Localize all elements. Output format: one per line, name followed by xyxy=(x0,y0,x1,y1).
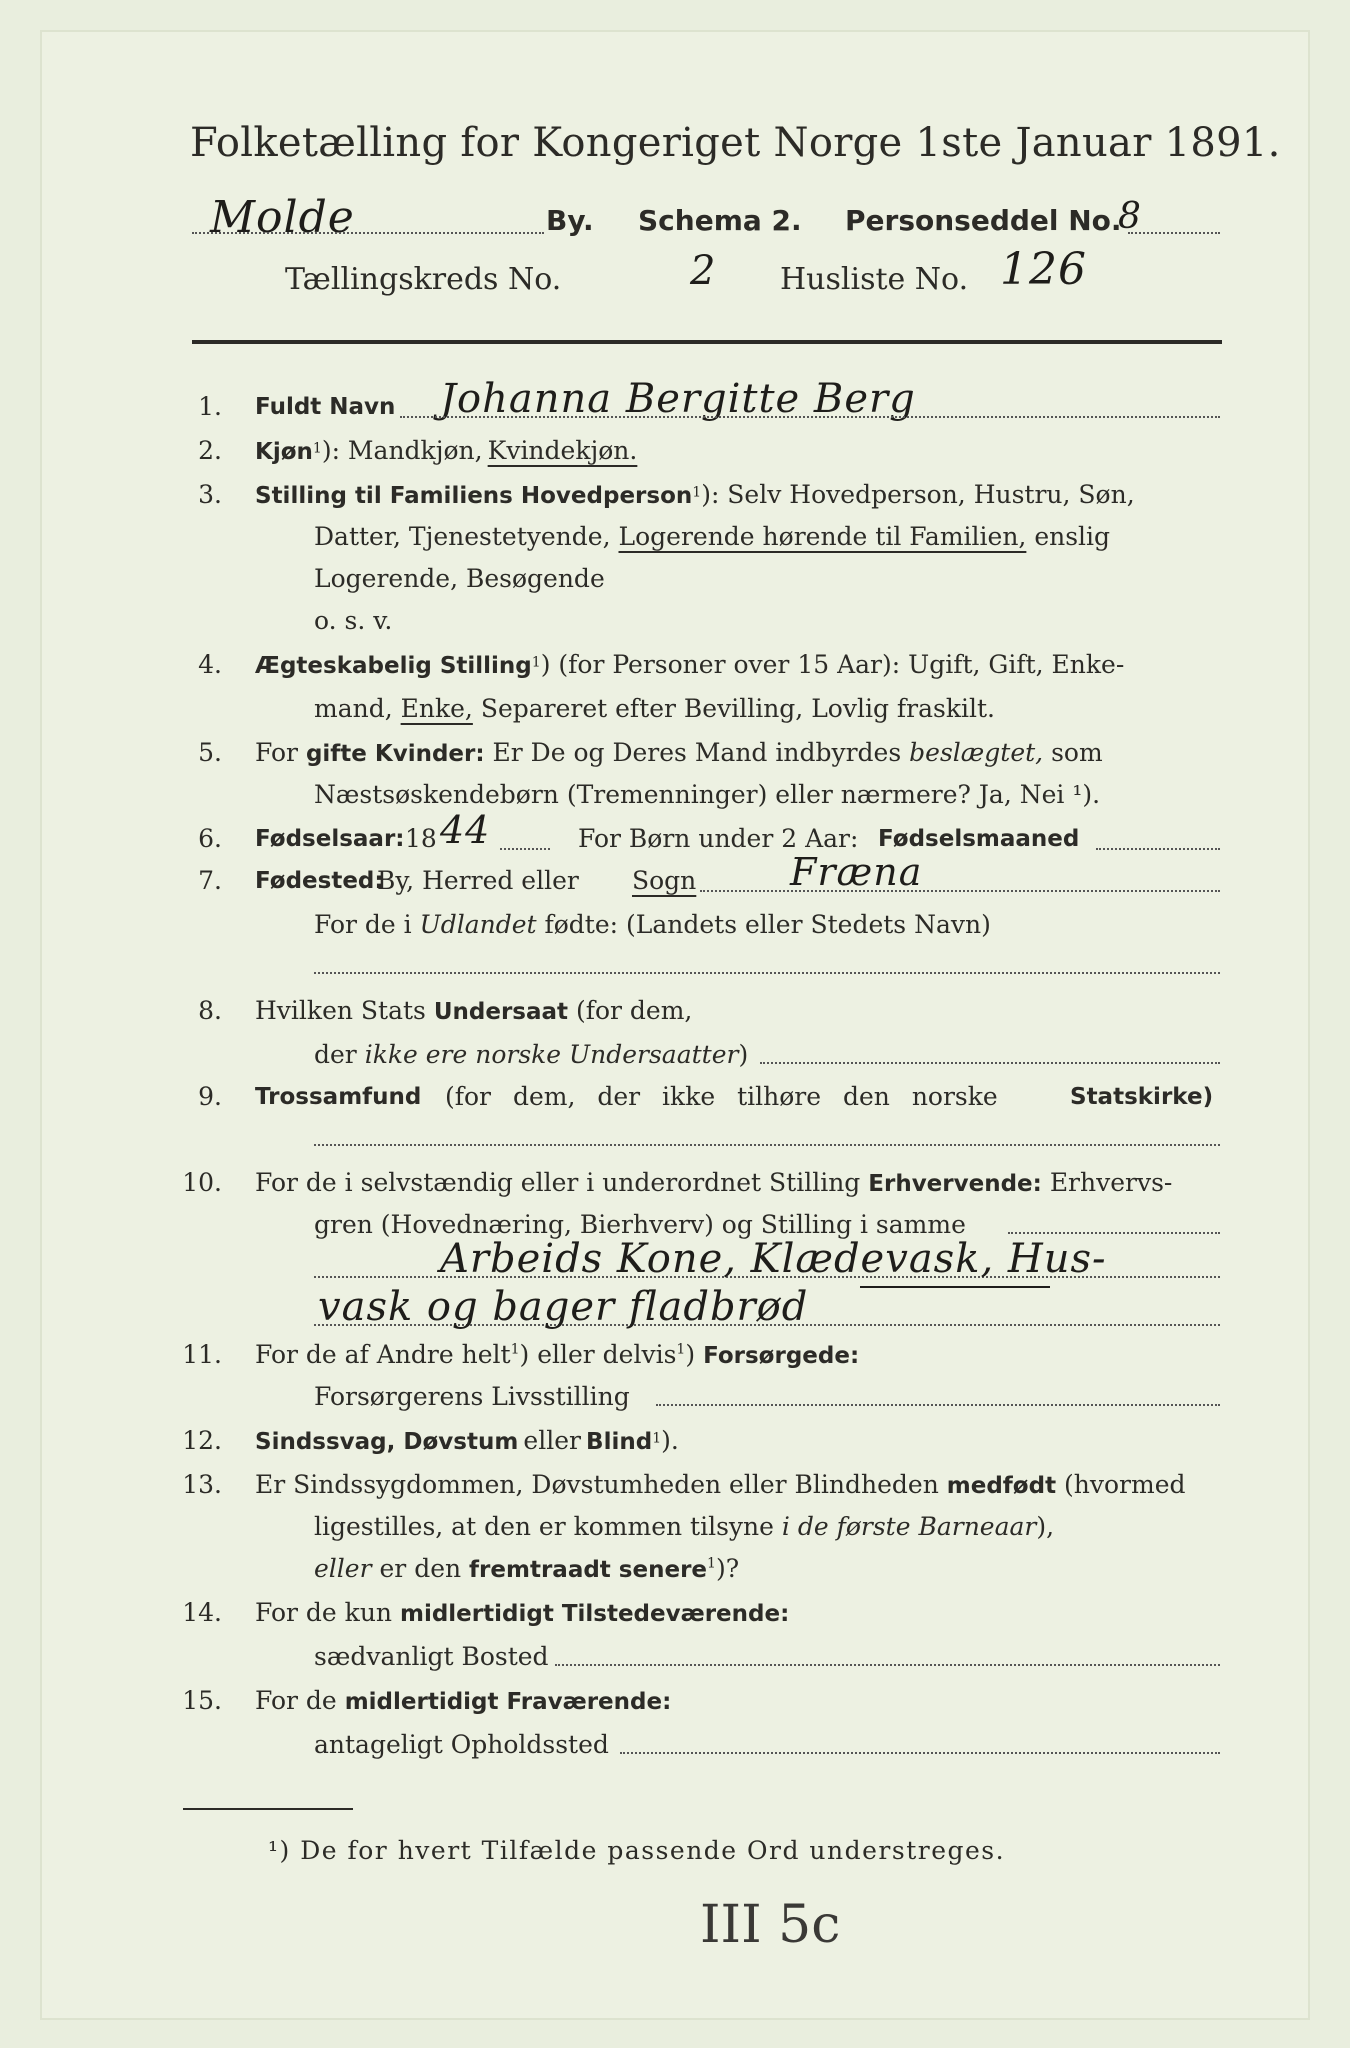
item-3-label: Stilling til Familiens Hovedperson xyxy=(255,483,693,509)
husliste-number: 126 xyxy=(1000,244,1087,295)
item-5-number: 5. xyxy=(198,738,222,767)
personseddel-number: 8 xyxy=(1118,196,1142,237)
item-3-text-2a: Datter, Tjenestetyende, xyxy=(314,522,611,551)
item-7-text-2-italic: Udlandet xyxy=(419,910,537,939)
item-10-text-a: For de i selvstændig eller i underordnet Stilling xyxy=(255,1168,861,1197)
footnote: ¹) De for hvert Tilfælde passende Ord understreges. xyxy=(268,1836,1006,1865)
item-13-text-2a: ligestilles, at den er kommen tilsyne xyxy=(314,1512,774,1541)
item-13-line-3: eller er den fremtraadt senere$^1$)? xyxy=(314,1554,740,1583)
item-6-label-2: Fødselsmaaned xyxy=(878,826,1080,852)
item-11-number: 11. xyxy=(182,1340,222,1369)
item-7-number: 7. xyxy=(198,866,222,895)
item-11-dotted-line xyxy=(656,1404,1220,1406)
item-10-handwritten-underline xyxy=(860,1286,1050,1288)
item-2-line xyxy=(255,436,637,465)
item-8-text-2a: der xyxy=(314,1040,357,1069)
item-15-number: 15. xyxy=(182,1686,222,1715)
item-13-label: medfødt xyxy=(946,1473,1057,1499)
item-14-text-a: For de kun xyxy=(255,1598,393,1627)
item-6-label: Fødselsaar: xyxy=(255,826,405,852)
item-5-label: gifte Kvinder: xyxy=(305,741,485,767)
item-4-line-1 xyxy=(255,650,1124,679)
item-2-sup: 1 xyxy=(312,440,322,457)
item-5-line-1 xyxy=(255,738,1103,767)
item-11-text-c: ) xyxy=(685,1340,696,1369)
item-3-logerende-underlined: Logerende hørende til Familien, xyxy=(618,522,1027,551)
item-3-text-1: ): Selv Hovedperson, Hustru, Søn, xyxy=(701,480,1135,509)
item-10-text-b: Erhvervs- xyxy=(1049,1168,1173,1197)
item-9-dotted-line xyxy=(314,1144,1220,1146)
item-3-line-4: o. s. v. xyxy=(314,606,393,635)
item-6-text: For Børn under 2 Aar: xyxy=(578,824,859,853)
item-14-dotted-line xyxy=(555,1664,1220,1666)
item-13-text-3b: )? xyxy=(715,1554,740,1583)
kreds-label: Tællingskreds No. xyxy=(285,262,562,297)
item-3-number: 3. xyxy=(198,480,222,509)
item-10-line-1 xyxy=(255,1168,1172,1197)
by-label: By. xyxy=(546,204,594,237)
item-13-text-3a: er den xyxy=(379,1554,462,1583)
item-3-line-1 xyxy=(255,480,1135,509)
item-5-text-b: Er De og Deres Mand indbyrdes xyxy=(492,738,902,767)
item-10-line-2: gren (Hovednæring, Bierhverv) og Stilling i samme xyxy=(314,1210,966,1239)
item-7-dotted-line xyxy=(700,890,1220,892)
item-8-text-2-italic: ikke ere norske Undersaatter xyxy=(364,1040,739,1069)
item-15-dotted-line xyxy=(620,1752,1220,1754)
item-2-label: Kjøn xyxy=(255,439,313,465)
item-7-sogn-underlined: Sogn xyxy=(632,866,697,895)
item-13-line-1 xyxy=(255,1470,1186,1499)
item-10-occupation-value-2: vask og bager fladbrød xyxy=(318,1284,809,1330)
personseddel-dotted-line xyxy=(1128,232,1220,234)
item-7-text-2a: For de i xyxy=(314,910,412,939)
archive-pencil-mark: III 5c xyxy=(700,1895,841,1955)
item-9-number: 9. xyxy=(198,1082,222,1111)
item-2-text: ): Mandkjøn, xyxy=(321,436,483,465)
city-dotted-line xyxy=(192,232,544,234)
item-7-text-2b: fødte: (Landets eller Stedets Navn) xyxy=(544,910,991,939)
item-9-text: (for dem, der ikke tilhøre den norske xyxy=(445,1082,998,1111)
item-11-line-2: Forsørgerens Livsstilling xyxy=(314,1382,630,1411)
item-13-text-a: Er Sindssygdommen, Døvstumheden eller Blindheden xyxy=(255,1470,939,1499)
item-14-number: 14. xyxy=(182,1598,222,1627)
item-11-text-a: For de af Andre helt xyxy=(255,1340,511,1369)
item-9-label-2: Statskirke) xyxy=(1070,1084,1214,1110)
item-6-year-prefix: 18 xyxy=(405,824,437,853)
item-8-number: 8. xyxy=(198,996,222,1025)
item-3-text-2b: enslig xyxy=(1034,522,1111,551)
item-7-line-2 xyxy=(314,910,991,939)
item-10-occupation-value-1: Arbeids Kone, Klædevask, Hus- xyxy=(440,1236,1107,1282)
item-14-line-2: sædvanligt Bosted xyxy=(314,1642,549,1671)
item-13-line-2 xyxy=(314,1512,1054,1541)
item-4-text-2b: Separeret efter Bevilling, Lovlig fraskilt. xyxy=(480,694,995,723)
husliste-label: Husliste No. xyxy=(780,262,969,297)
item-4-line-2 xyxy=(314,694,995,723)
item-6-year-value: 44 xyxy=(440,808,491,852)
item-11-text-b: ) eller delvis xyxy=(519,1340,677,1369)
item-6-number: 6. xyxy=(198,824,222,853)
footnote-rule xyxy=(183,1808,353,1810)
item-4-enke-underlined: Enke, xyxy=(400,694,473,723)
item-8-label: Undersaat xyxy=(433,999,569,1025)
item-11-label: Forsørgede: xyxy=(703,1343,860,1369)
item-12-text: eller xyxy=(523,1426,581,1455)
item-7-birthplace-value: Fræna xyxy=(790,850,923,894)
item-9-label: Trossamfund xyxy=(255,1084,422,1110)
item-15-line-1 xyxy=(255,1686,671,1715)
item-8-text-2b: ) xyxy=(738,1040,749,1069)
item-7-text-a: By, Herred eller xyxy=(377,866,579,895)
item-13-text-2b: ), xyxy=(1036,1512,1055,1541)
item-1-label: Fuldt Navn xyxy=(255,394,396,420)
city-handwritten: Molde xyxy=(210,192,355,243)
item-14-line-1 xyxy=(255,1598,789,1627)
item-8-line-1 xyxy=(255,996,692,1025)
item-14-label: midlertidigt Tilstedeværende: xyxy=(399,1601,790,1627)
item-2-kvindekjon-underlined: Kvindekjøn. xyxy=(487,436,638,465)
item-4-sup: 1 xyxy=(531,654,541,671)
item-5-text-c: som xyxy=(1051,738,1103,767)
item-5-text-italic: beslægtet, xyxy=(909,738,1044,767)
item-15-text-a: For de xyxy=(255,1686,337,1715)
item-8-text-b: (for dem, xyxy=(575,996,693,1025)
item-4-number: 4. xyxy=(198,650,222,679)
item-4-text-2a: mand, xyxy=(314,694,393,723)
item-13-number: 13. xyxy=(182,1470,222,1499)
item-7-label: Fødested: xyxy=(255,868,384,894)
item-2-number: 2. xyxy=(198,436,222,465)
item-8-dotted-line xyxy=(760,1062,1220,1064)
item-10-dotted-line-1 xyxy=(1008,1232,1220,1234)
item-13-text-2-italic: i de første Barneaar xyxy=(781,1512,1037,1541)
item-10-label: Erhvervende: xyxy=(868,1171,1042,1197)
item-1-dotted-line xyxy=(400,416,1220,418)
item-15-label: midlertidigt Fraværende: xyxy=(344,1689,672,1715)
item-12-number: 12. xyxy=(182,1426,222,1455)
item-5-text-a: For xyxy=(255,738,298,767)
item-11-line-1: For de af Andre helt$^1$) eller delvis$^1$) Forsørgede: xyxy=(255,1340,860,1369)
item-6-dotted-line xyxy=(500,848,550,850)
form-title: Folketælling for Kongeriget Norge 1ste Januar 1891. xyxy=(190,120,1281,166)
item-13-label-2: fremtraadt senere xyxy=(469,1557,708,1583)
item-1-number: 1. xyxy=(198,392,222,421)
item-7-foreign-dotted-line xyxy=(314,972,1220,974)
item-8-text-a: Hvilken Stats xyxy=(255,996,426,1025)
item-13-text-b: (hvormed xyxy=(1064,1470,1186,1499)
item-12-line: Sindssvag, Døvstum eller Blind$^1$). xyxy=(255,1426,679,1455)
item-8-line-2 xyxy=(314,1040,748,1069)
kreds-number: 2 xyxy=(690,248,717,294)
item-5-line-2: Næstsøskendebørn (Tremenninger) eller nærmere? Ja, Nei ¹). xyxy=(314,780,1101,809)
item-12-tail: ). xyxy=(661,1426,679,1455)
item-3-sup: 1 xyxy=(692,484,702,501)
census-form-sheet xyxy=(40,30,1310,2020)
item-12-label-2: Blind xyxy=(586,1429,653,1455)
item-4-text-1: ) (for Personer over 15 Aar): Ugift, Gift, Enke- xyxy=(540,650,1125,679)
item-15-line-2: antageligt Opholdssted xyxy=(314,1730,609,1759)
item-12-label: Sindssvag, Døvstum xyxy=(255,1429,519,1455)
item-6-month-dotted-line xyxy=(1096,848,1220,850)
item-3-line-2 xyxy=(314,522,1110,551)
item-13-text-3-italic: eller xyxy=(314,1554,372,1583)
item-4-label: Ægteskabelig Stilling xyxy=(255,653,532,679)
item-10-number: 10. xyxy=(182,1168,222,1197)
item-1-name-value: Johanna Bergitte Berg xyxy=(440,376,916,422)
header-divider xyxy=(192,340,1222,344)
item-3-line-3: Logerende, Besøgende xyxy=(314,564,605,593)
personseddel-label: Personseddel No. xyxy=(845,204,1122,237)
schema-label: Schema 2. xyxy=(638,204,802,237)
